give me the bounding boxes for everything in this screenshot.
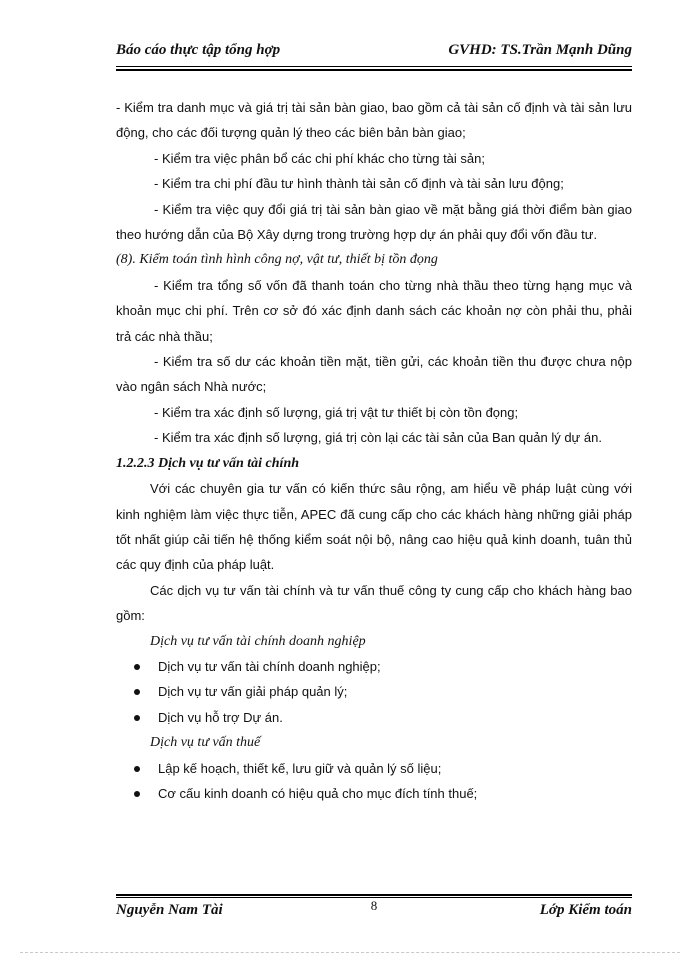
- list-item: [116, 781, 632, 806]
- page-header: [116, 42, 632, 62]
- subheading-tax-consulting: Dịch vụ tư vấn thuế: [150, 735, 261, 751]
- list-item: [116, 756, 632, 781]
- bullet-list-financial: [116, 654, 632, 730]
- paragraph: - Kiểm tra tổng số vốn đã thanh toán cho từng nhà thầu theo từng hạng mục và khoản mục chi phí. Trên cơ sở đó xác định danh sách các khoản nợ còn phải thu, phải trả các nhà thầu;: [116, 277, 632, 344]
- list-item-text: Dịch vụ hỗ trợ Dự án.: [158, 709, 283, 725]
- bullet-icon: [134, 715, 140, 721]
- section-heading-8: (8). Kiểm toán tình hình công nợ, vật tư, thiết bị tồn đọng: [116, 252, 438, 268]
- bullet-icon: [134, 791, 140, 797]
- paragraph: - Kiểm tra danh mục và giá trị tài sản bàn giao, bao gồm cả tài sản cố định và tài sản lưu động, cho các đối tượng quản lý theo các biên bản bàn giao;: [116, 100, 632, 141]
- bullet-list-tax: [116, 756, 632, 807]
- header-supervisor: GVHD: TS.Trần Mạnh Dũng: [448, 42, 632, 58]
- page-number: 8: [370, 898, 378, 913]
- footer-author: Nguyễn Nam Tài: [116, 902, 223, 918]
- header-rule: [116, 66, 632, 67]
- page-body: [116, 95, 632, 806]
- bullet-icon: [134, 689, 140, 695]
- paragraph: - Kiểm tra việc quy đổi giá trị tài sản bàn giao về mặt bằng giá thời điểm bàn giao theo hướng dẫn của Bộ Xây dựng trong trường hợp dự án phải quy đổi vốn đầu tư.: [116, 201, 632, 243]
- section-heading-1-2-2-3: 1.2.2.3 Dịch vụ tư vấn tài chính: [116, 455, 300, 471]
- list-item-text: Cơ cấu kinh doanh có hiệu quả cho mục đích tính thuế;: [158, 785, 478, 801]
- list-item-text: Lập kế hoạch, thiết kế, lưu giữ và quản lý số liệu;: [158, 760, 442, 776]
- footer-class: Lớp Kiểm toán: [539, 902, 632, 918]
- paragraph: Với các chuyên gia tư vấn có kiến thức sâu rộng, am hiểu về pháp luật cùng với kinh nghiệm làm việc thực tiễn, APEC đã cung cấp cho các khách hàng những giải pháp tốt nhất giúp cải tiến hệ thống kiểm soát nội bộ, nâng cao hiệu quả kinh doanh, tuân thủ các quy định của pháp luật.: [116, 481, 632, 573]
- paragraph: - Kiểm tra việc phân bổ các chi phí khác cho từng tài sản;: [154, 150, 485, 166]
- header-rule-thick: [116, 69, 632, 71]
- subheading-financial-consulting: Dịch vụ tư vấn tài chính doanh nghiệp: [150, 633, 366, 649]
- page-break-line: [20, 952, 680, 953]
- footer-rule-thick: [116, 894, 632, 896]
- paragraph: - Kiểm tra xác định số lượng, giá trị vật tư thiết bị còn tồn đọng;: [154, 404, 519, 420]
- list-item-text: Dịch vụ tư vấn tài chính doanh nghiệp;: [158, 658, 381, 674]
- list-item: [116, 705, 632, 730]
- list-item-text: Dịch vụ tư vấn giải pháp quản lý;: [158, 684, 348, 700]
- bullet-icon: [134, 766, 140, 772]
- page-footer: [116, 898, 632, 922]
- paragraph: - Kiểm tra chi phí đầu tư hình thành tài sản cố định và tài sản lưu động;: [154, 176, 564, 192]
- paragraph: Các dịch vụ tư vấn tài chính và tư vấn thuế công ty cung cấp cho khách hàng bao gồm:: [116, 582, 632, 624]
- paragraph: - Kiểm tra xác định số lượng, giá trị còn lại các tài sản của Ban quản lý dự án.: [154, 430, 602, 446]
- header-report-title: Báo cáo thực tập tổng hợp: [116, 42, 281, 58]
- paragraph: - Kiểm tra số dư các khoản tiền mặt, tiền gửi, các khoản tiền thu được chưa nộp vào ngân sách Nhà nước;: [116, 354, 632, 395]
- bullet-icon: [134, 664, 140, 670]
- list-item: [116, 654, 632, 679]
- list-item: [116, 679, 632, 704]
